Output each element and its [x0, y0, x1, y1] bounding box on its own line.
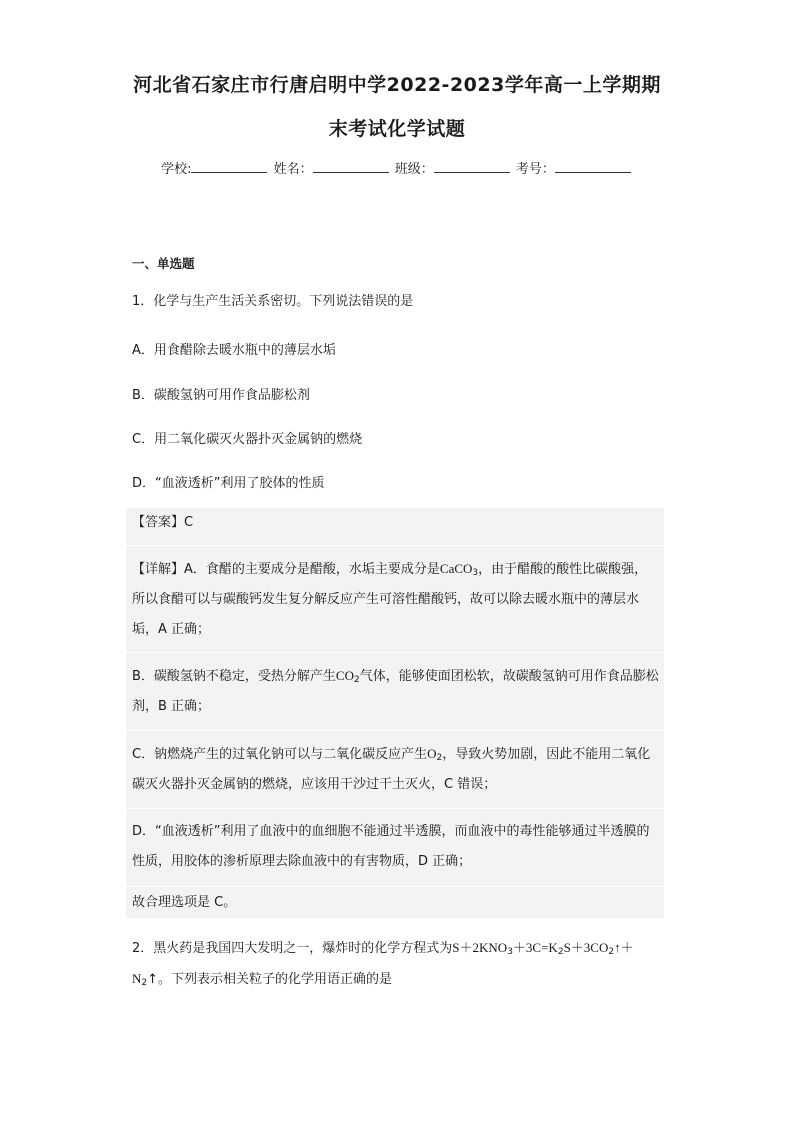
formula-subscript: 2 — [141, 978, 148, 988]
detail-option-b — [132, 661, 660, 722]
answer-divider — [126, 652, 664, 653]
exam-title-line1: 河北省石家庄市行唐启明中学2022-2023学年高一上学期期 — [133, 74, 661, 96]
exam-number-label: 考号： — [515, 162, 555, 177]
detail-option-d: D．“血液透析”利用了血液中的血细胞不能通过半透膜，而血液中的毒性能够通过半透膜的性质，用胶体的渗析原理去除血液中的有害物质，D 正确； — [132, 824, 650, 869]
question-1-stem: 1．化学与生产生活关系密切。下列说法错误的是 — [132, 294, 414, 309]
formula-subscript: 3 — [507, 947, 513, 957]
detail-option-a — [132, 554, 660, 645]
formula-subscript: 2 — [353, 675, 360, 685]
formula-subscript: 2 — [436, 753, 443, 763]
formula-o2: O — [427, 746, 437, 761]
section-heading: 一、单选题 — [132, 256, 195, 271]
q2-text: ↑。下列表示相关粒子的化学用语正确的是 — [147, 972, 393, 987]
exam-title-line2: 末考试化学试题 — [328, 118, 466, 140]
formula-subscript: 2 — [608, 947, 615, 957]
answer-divider — [126, 808, 664, 809]
detail-option-c — [132, 739, 660, 800]
formula-subscript: 2 — [557, 947, 564, 957]
equation-part: S＋2KNO — [452, 940, 508, 955]
answer-line: 【答案】C — [132, 515, 194, 530]
detail-c-text: C．钠燃烧产生的过氧化钠可以与二氧化碳反应产生 — [132, 747, 428, 762]
formula-caco3: CaCO — [439, 561, 473, 576]
detail-b-text: 气体，能够使面团松软，故碳酸氢钠可用作食品膨松剂，B 正确； — [132, 669, 659, 714]
detail-a-text: 【详解】A．食醋的主要成分是醋酸，水垢主要成分是 — [132, 562, 440, 577]
question-1-option-a: A．用食醋除去暖水瓶中的薄层水垢 — [132, 343, 336, 358]
answer-divider — [126, 730, 664, 731]
detail-a-text: ，由于醋酸的酸性比碳酸强，所以食醋可以与碳酸钙发生复分解反应产生可溶性醋酸钙，故可以除去暖水瓶中的薄层水垢，A 正确； — [132, 562, 648, 637]
question-1-option-c: C．用二氧化碳灭火器扑灭金属钠的燃烧 — [132, 432, 363, 447]
exam-number-blank — [555, 160, 631, 173]
detail-b-text: B．碳酸氢钠不稳定，受热分解产生 — [132, 669, 336, 684]
equation-part: ＋3C=K — [512, 940, 558, 955]
question-1-option-d: D．“血液透析”利用了胶体的性质 — [132, 476, 325, 491]
question-2-stem — [132, 933, 664, 995]
equation-part: S＋3CO — [563, 940, 609, 955]
school-blank — [191, 160, 267, 173]
school-label: 学校: — [161, 162, 192, 177]
equation-part: ↑＋N — [132, 940, 634, 986]
answer-divider — [126, 886, 664, 887]
class-blank — [434, 160, 510, 173]
name-label: 姓名： — [273, 162, 313, 177]
class-label: 班级： — [394, 162, 434, 177]
name-blank — [313, 160, 389, 173]
conclusion-line: 故合理选项是 C。 — [132, 895, 237, 910]
question-1-option-b: B．碳酸氢钠可用作食品膨松剂 — [132, 388, 310, 403]
formula-co2: CO — [335, 668, 354, 683]
q2-text: 2．黑火药是我国四大发明之一，爆炸时的化学方程式为 — [132, 941, 453, 956]
formula-subscript: 3 — [472, 568, 479, 578]
answer-divider — [126, 545, 664, 546]
student-info-row — [0, 158, 794, 177]
detail-c-text: ，导致火势加剧，因此不能用二氧化碳灭火器扑灭金属钠的燃烧，应该用干沙过干土灭火，C 错误； — [132, 747, 651, 792]
